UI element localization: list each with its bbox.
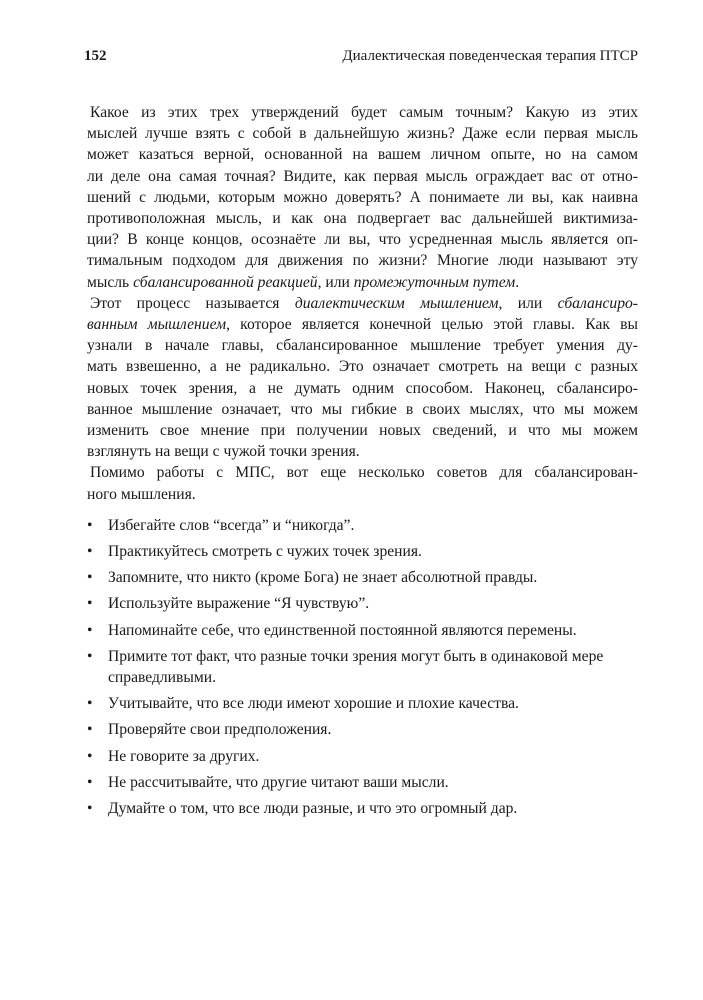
tip-text: Практикуйтесь смотреть с чужих точек зрения.	[108, 543, 422, 561]
bullet-icon: •	[87, 621, 93, 639]
text-line	[84, 272, 638, 293]
text-line: изменить свое мнение при получении новых сведений, и что мы можем	[87, 422, 638, 440]
tip-item	[84, 646, 638, 688]
bullet-icon: •	[87, 773, 93, 791]
text-line: мать взвешенно, а не радикально. Это означает смотреть на вещи с разных	[87, 358, 638, 376]
text-line: новых точек зрения, а не думать одним способом. Наконец, сбалансиро-	[87, 379, 638, 397]
tip-text: Примите тот факт, что разные точки зрения могут быть в одинаковой мере справедливыми.	[108, 647, 604, 687]
bullet-icon: •	[87, 543, 93, 561]
text-line: мыслей лучше взять с собой в дальнейшую жизнь? Даже если первая мысль	[87, 125, 638, 143]
bullet-icon: •	[87, 721, 93, 739]
text-line: противоположная мысль, и как она подвергает вас дальнейшей виктимиза-	[87, 210, 638, 228]
text-run: .	[515, 273, 520, 291]
tip-item	[84, 772, 638, 793]
bullet-icon: •	[87, 747, 93, 765]
tip-item	[84, 567, 638, 588]
emphasis-term: ванным мышлением	[87, 316, 227, 334]
paragraph-balanced-thought	[84, 102, 638, 293]
tip-item	[84, 798, 638, 819]
tips-list	[84, 515, 638, 819]
text-line: тимальным подходом для движения по жизни? Многие люди называют эту	[87, 252, 638, 270]
text-line: ции? В конце концов, осознаёте ли вы, что усредненная мысль является оп-	[87, 231, 638, 249]
text-line: может казаться верной, основанной на вашем личном опыте, но на самом	[87, 146, 638, 164]
text-run: , или	[317, 273, 354, 291]
emphasis-term: сбалансиро-	[557, 294, 638, 312]
running-head	[84, 48, 638, 74]
tip-item	[84, 515, 638, 536]
tip-item	[84, 719, 638, 740]
paragraph-tips-intro	[84, 462, 638, 504]
text-line: Помимо работы с МПС, вот еще несколько советов для сбалансирован-	[90, 464, 638, 482]
tip-item	[84, 541, 638, 562]
text-line: ли деле она самая точная? Видите, как первая мысль ограждает вас от отно-	[87, 167, 638, 185]
text-line: взглянуть на вещи с чужой точки зрения.	[87, 443, 360, 461]
tip-text: Запомните, что никто (кроме Бога) не знает абсолютной правды.	[108, 569, 538, 587]
emphasis-term: диалектическим мышлением	[294, 294, 499, 312]
emphasis-term: сбалансированной реакцией	[133, 273, 318, 291]
text-run: , или	[498, 294, 558, 312]
emphasis-term: промежуточным путем	[353, 273, 516, 291]
tip-text: Избегайте слов “всегда” и “никогда”.	[108, 516, 355, 534]
running-title: Диалектическая поведенческая терапия ПТСР	[342, 48, 638, 64]
text-line: узнали в начале главы, сбалансированное мышление требует умения ду-	[87, 337, 638, 355]
text-line: ванное мышление означает, что мы гибкие в своих мыслях, что мы можем	[87, 400, 638, 418]
tip-text: Проверяйте свои предположения.	[108, 721, 332, 739]
tip-text: Учитывайте, что все люди имеют хорошие и плохие качества.	[108, 695, 519, 713]
tip-text: Используйте выражение “Я чувствую”.	[108, 595, 370, 613]
tip-text: Не рассчитывайте, что другие читают ваши мысли.	[108, 773, 449, 791]
text-run: , которое является конечной целью этой главы. Как вы	[226, 316, 638, 334]
text-run: мысль	[87, 273, 134, 291]
tip-item	[84, 693, 638, 714]
bullet-icon: •	[87, 695, 93, 713]
tip-text: Напоминайте себе, что единственной постоянной являются перемены.	[108, 621, 577, 639]
text-line: шений с людьми, которым можно доверять? А понимаете ли вы, как наивна	[87, 188, 638, 206]
bullet-icon: •	[87, 800, 93, 818]
bullet-icon: •	[87, 595, 93, 613]
tip-item	[84, 593, 638, 614]
text-run: Этот процесс называется	[90, 294, 295, 312]
text-line	[84, 293, 638, 314]
page-number: 152	[84, 48, 107, 64]
text-line: ного мышления.	[87, 485, 196, 503]
bullet-icon: •	[87, 569, 93, 587]
tip-item	[84, 746, 638, 767]
bullet-icon: •	[87, 647, 93, 665]
tip-text: Не говорите за других.	[108, 747, 260, 765]
bullet-icon: •	[87, 516, 93, 534]
book-page	[84, 48, 638, 824]
tip-text: Думайте о том, что все люди разные, и что это огромный дар.	[108, 800, 518, 818]
text-line: Какое из этих трех утверждений будет самым точным? Какую из этих	[90, 104, 638, 121]
tip-item	[84, 620, 638, 641]
text-line	[84, 314, 638, 335]
paragraph-dialectical-thinking	[84, 293, 638, 463]
body-text	[84, 102, 638, 505]
